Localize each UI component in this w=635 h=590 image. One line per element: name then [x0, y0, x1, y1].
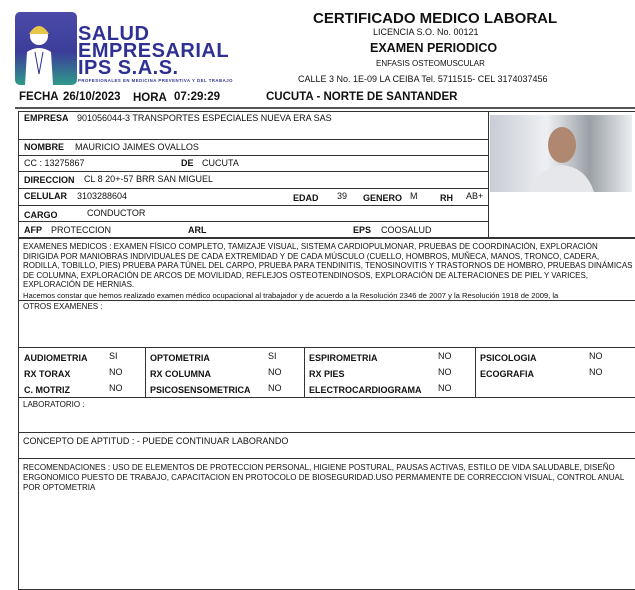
- test-label: RX TORAX: [24, 369, 71, 379]
- row-line: [18, 188, 488, 189]
- edad-label: EDAD: [293, 193, 319, 203]
- nombre-label: NOMBRE: [24, 142, 64, 152]
- eps-label: EPS: [353, 225, 372, 235]
- empresa-value: 901056044-3 TRANSPORTES ESPECIALES NUEVA ERA SAS: [77, 113, 332, 123]
- genero-label: GENERO: [363, 193, 403, 203]
- logo-text-line3: IPS S.A.S.: [78, 57, 179, 79]
- test-value: NO: [268, 367, 282, 377]
- test-label: RX PIES: [309, 369, 345, 379]
- test-value: NO: [109, 383, 123, 393]
- otros-examenes: OTROS EXAMENES :: [23, 302, 103, 311]
- row-line: [18, 397, 635, 398]
- concepto-aptitud: CONCEPTO DE APTITUD : - PUEDE CONTINUAR LABORANDO: [23, 436, 289, 446]
- row-line: [18, 139, 488, 140]
- exam-type: EXAMEN PERIODICO: [370, 41, 498, 55]
- date-label: FECHA: [19, 91, 59, 103]
- exam-emphasis: ENFASIS OSTEOMUSCULAR: [376, 59, 485, 68]
- empresa-label: EMPRESA: [24, 113, 69, 123]
- test-label: ECOGRAFIA: [480, 369, 534, 379]
- test-label: RX COLUMNA: [150, 369, 211, 379]
- logo-text-line1: SALUD: [78, 23, 150, 45]
- edad-value: 39: [337, 191, 348, 201]
- test-value: NO: [438, 383, 452, 393]
- row-line: [18, 432, 635, 433]
- cc-value: CC : 13275867: [24, 158, 85, 168]
- date-value: 26/10/2023: [63, 91, 121, 103]
- col-line: [145, 348, 146, 397]
- cargo-value: CONDUCTOR: [87, 208, 146, 218]
- test-value: NO: [589, 367, 603, 377]
- test-value: SI: [109, 351, 118, 361]
- time-value: 07:29:29: [174, 91, 221, 103]
- test-label: PSICOLOGIA: [480, 353, 537, 363]
- laboratorio: LABORATORIO :: [23, 400, 85, 409]
- direccion-label: DIRECCION: [24, 175, 75, 185]
- row-line: [18, 205, 488, 206]
- afp-value: PROTECCION: [51, 225, 112, 235]
- row-line: [18, 221, 488, 222]
- test-value: NO: [589, 351, 603, 361]
- eps-value: COOSALUD: [381, 225, 432, 235]
- col-line: [475, 348, 476, 397]
- test-value: NO: [268, 383, 282, 393]
- nombre-value: MAURICIO JAIMES OVALLOS: [75, 142, 199, 152]
- test-value: NO: [438, 351, 452, 361]
- test-label: PSICOSENSOMETRICA: [150, 385, 251, 395]
- examenes-medicos-text: EXAMENES MEDICOS : EXAMEN FÍSICO COMPLETO, TAMIZAJE VISUAL, SISTEMA CARDIOPULMONAR, PRUEBAS DE COORDINACIÓN, EXPLORACIÓN DIRIGIDA POR MANIOBRAS INDIVIDUALES DE CADA EXTREMIDAD Y DE CADA MÚSCULO (CUELLO, HOMBROS, MUÑECA, MANOS, TRONCO, CADERA, RODILLA, TOBILLO, PIES) PRUEBA PARA TÚNEL DEL CARPO, PRUEBA PARA TENDINITIS, TENOSINOVITIS Y TRASTORNOS DE HOMBRO, PRUEBAS DINÁMICAS DE COLUMNA, EXPLORACIÓN DE ARCOS DE MOVILIDAD, REFLEJOS OSTEOTENDINOSOS, EXPLORACIÓN DE ALTERACIONES DE PIEL Y VARICES, EXPLORACIÓN DE HERNIAS.: [23, 242, 633, 290]
- celular-value: 3103288604: [77, 191, 128, 201]
- cargo-label: CARGO: [24, 210, 58, 220]
- test-value: NO: [438, 367, 452, 377]
- de-label: DE: [181, 158, 194, 168]
- time-label: HORA: [133, 92, 167, 104]
- clinic-address: CALLE 3 No. 1E-09 LA CEIBA Tel. 5711515- CEL 3174037456: [298, 74, 548, 84]
- test-label: AUDIOMETRIA: [24, 353, 88, 363]
- afp-label: AFP: [24, 225, 42, 235]
- rh-value: AB+: [466, 191, 484, 201]
- row-line: [18, 155, 488, 156]
- city: CUCUTA - NORTE DE SANTANDER: [266, 91, 458, 103]
- test-value: SI: [268, 351, 277, 361]
- certificate-title: CERTIFICADO MEDICO LABORAL: [313, 10, 558, 27]
- arl-label: ARL: [188, 225, 207, 235]
- recomendaciones: RECOMENDACIONES : USO DE ELEMENTOS DE PROTECCION PERSONAL, HIGIENE POSTURAL, PAUSAS ACTIVAS, ESTILO DE VIDA SALUDABLE, DISEÑO ERGONOMICO PUESTO DE TRABAJO, CAPACITACION EN PROTOCOLO DE BIOSEGURIDAD.USO PERMAMENTE DE CORRECCION VISUAL, CONTROL ANUAL POR OPTOMETRIA: [23, 463, 624, 492]
- test-label: C. MOTRIZ: [24, 385, 70, 395]
- de-value: CUCUTA: [202, 158, 239, 168]
- header-divider: [15, 107, 635, 109]
- test-label: ESPIROMETRIA: [309, 353, 378, 363]
- test-value: NO: [109, 367, 123, 377]
- logo-text-line2: EMPRESARIAL: [78, 40, 230, 62]
- celular-label: CELULAR: [24, 191, 67, 201]
- logo-tagline: PROFESIONALES EN MEDICINA PREVENTIVA Y DEL TRABAJO: [78, 78, 233, 83]
- test-label: OPTOMETRIA: [150, 353, 210, 363]
- constancia-text: Hacemos constar que hemos realizado examen médico ocupacional al trabajador y de acuerdo a la Resolución 2346 de 2007 y la Resolución 1918 de 2009, la: [23, 291, 559, 300]
- row-line: [18, 458, 635, 459]
- row-line: [18, 300, 635, 301]
- doctor-logo-icon: [15, 12, 77, 85]
- rh-label: RH: [440, 193, 453, 203]
- row-line: [18, 171, 488, 172]
- col-line: [304, 348, 305, 397]
- license-number: LICENCIA S.O. No. 00121: [373, 27, 479, 37]
- patient-photo: [490, 115, 632, 192]
- row-line: [18, 347, 635, 348]
- genero-value: M: [410, 191, 418, 201]
- test-label: ELECTROCARDIOGRAMA: [309, 385, 422, 395]
- photo-divider: [488, 111, 489, 238]
- direccion-value: CL 8 20+-57 BRR SAN MIGUEL: [84, 174, 213, 184]
